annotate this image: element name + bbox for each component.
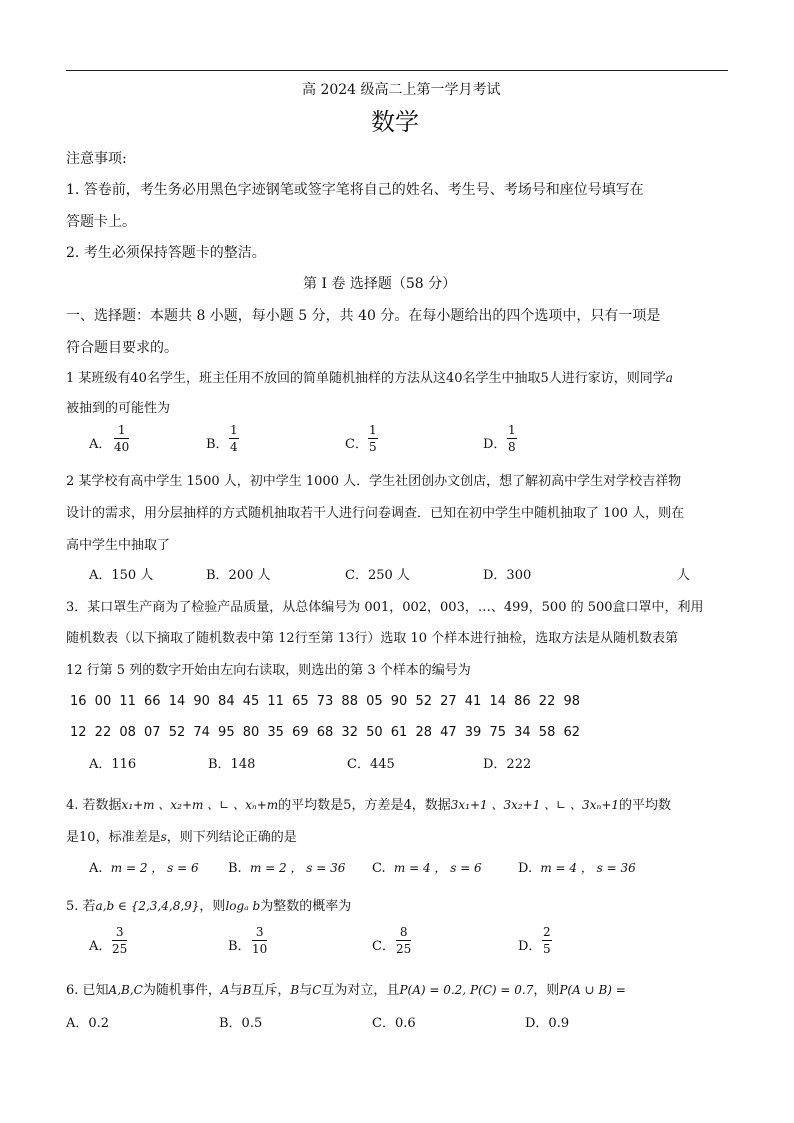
q5-set: a,b ∈ {2,3,4,8,9} [95, 899, 200, 913]
top-rule [66, 70, 728, 71]
q2-option-d-unit: 人 [677, 568, 691, 583]
q1-option-a-label[interactable]: A． [89, 437, 112, 452]
q1-text: 1 某班级有40名学生，班主任用不放回的简单随机抽样的方法从这40名学生中抽取5人进行家访，则同学 [66, 371, 666, 386]
q3-option-c[interactable]: C．445 [347, 757, 395, 772]
q5-option-b-label[interactable]: B． [228, 939, 251, 954]
q6-ask: P(A ∪ B) = [559, 983, 626, 997]
q3-stem-line-2: 随机数表（以下摘取了随机数表中第 12行至第 13行）选取 10 个样本进行抽检，选取方法是从随机数表第 [66, 631, 679, 646]
q2-stem-line-1: 2 某学校有高中学生 1500 人，初中学生 1000 人．学生社团创办文创店，想了解初高中学生对学校吉祥物 [66, 474, 682, 489]
q5-option-a-fraction[interactable]: $\frac{3}{25}$ [112, 925, 128, 956]
q4-data-2: 3x₁+1 、3x₂+1 、∟ 、3xₙ+1 [450, 798, 620, 812]
q1-option-d-label[interactable]: D． [483, 437, 507, 452]
q6-option-b[interactable]: B．0.5 [219, 1016, 263, 1031]
q4-s: s [160, 830, 167, 844]
q4-data-1: x₁+m 、x₂+m 、∟ 、xₙ+m [121, 798, 279, 812]
q4-option-d[interactable]: D. m = 4 ， s = 36 [518, 861, 636, 876]
q2-option-a[interactable]: A．150 人 [89, 568, 154, 583]
q4-text-4: 的平均数 [619, 798, 672, 813]
q4-stem-line-2: 是10，标准差是s，则下列结论正确的是 [66, 830, 297, 845]
q3-random-table-row-13: 12 22 08 07 52 74 95 80 35 69 68 32 50 61 28 47 39 75 34 58 62 [70, 725, 581, 740]
q1-variable: a [665, 371, 673, 385]
q4-option-a[interactable]: A. m = 2 ， s = 6 [89, 861, 199, 876]
q3-stem-line-1: 3．某口罩生产商为了检验产品质量，从总体编号为 001，002，003，…、499，500 的 500盒口罩中，利用 [66, 600, 704, 615]
q1-stem-line-1 [66, 368, 673, 389]
q2-stem-line-2: 设计的需求，用分层抽样的方式随机抽取若干人进行问卷调查．已知在初中学生中随机抽取了 100 人，则在 [66, 506, 685, 521]
section-intro-line-2: 符合题目要求的。 [66, 340, 178, 356]
exam-title: 高 2024 级高二上第一学月考试 [302, 82, 501, 98]
q1-option-c-label[interactable]: C． [345, 437, 368, 452]
q6-option-d[interactable]: D．0.9 [525, 1016, 570, 1031]
section-title: 第 I 卷 选择题（58 分） [303, 276, 457, 292]
q5-option-d-fraction[interactable]: $\frac{2}{5}$ [543, 925, 551, 956]
q5-option-c-label[interactable]: C． [372, 939, 395, 954]
q6-stem: 6. 已知A,B,C为随机事件，A与B互斥，B与C互为对立，且P(A) = 0.2, P(C) = 0.7，则P(A ∪ B) = [66, 983, 626, 998]
q6-option-a[interactable]: A．0.2 [66, 1016, 110, 1031]
q2-option-d[interactable]: D．300 [483, 568, 532, 583]
q1-option-a-fraction[interactable]: $\frac{1}{40}$ [114, 423, 130, 454]
notice-item-1-line-2: 答题卡上。 [66, 214, 136, 230]
q3-stem-line-3: 12 行第 5 列的数字开始由左向右读取，则选出的第 3 个样本的编号为 [66, 663, 471, 678]
q2-option-c[interactable]: C．250 人 [345, 568, 410, 583]
q4-text-3: ，数据 [411, 798, 451, 813]
notice-item-1-line-1: 1. 答卷前，考生务必用黑色字迹钢笔或签字笔将自己的姓名、考生号、考场号和座位号填写在 [66, 182, 644, 198]
q4-mean-1: 5 [343, 798, 352, 813]
q5-option-c-fraction[interactable]: $\frac{8}{25}$ [396, 925, 412, 956]
q6-option-c[interactable]: C．0.6 [372, 1016, 416, 1031]
q1-option-b-fraction[interactable]: $\frac{1}{4}$ [230, 423, 238, 454]
q1-stem-line-2: 被抽到的可能性为 [66, 401, 171, 416]
q2-option-b[interactable]: B．200 人 [206, 568, 271, 583]
q4-prefix: 4. 若数据 [66, 798, 122, 813]
q5-option-a-label[interactable]: A． [89, 939, 112, 954]
q4-stem-line-1 [66, 795, 671, 816]
q4-option-c[interactable]: C. m = 4 ， s = 6 [372, 861, 482, 876]
q5-stem: 5. 若a,b ∈ {2,3,4,8,9}，则logₐ b为整数的概率为 [66, 899, 352, 914]
notice-item-2: 2. 考生必须保持答题卡的整洁。 [66, 245, 266, 261]
q4-variance-1: 4 [403, 798, 412, 813]
q3-option-d[interactable]: D．222 [483, 757, 532, 772]
q6-events: A,B,C [108, 983, 143, 997]
q3-option-b[interactable]: B．148 [208, 757, 256, 772]
q6-condition: P(A) = 0.2, P(C) = 0.7 [399, 983, 534, 997]
subject-title: 数学 [371, 108, 419, 136]
q1-option-d-fraction[interactable]: $\frac{1}{8}$ [508, 423, 516, 454]
q1-option-c-fraction[interactable]: $\frac{1}{5}$ [369, 423, 377, 454]
q5-option-d-label[interactable]: D． [518, 939, 542, 954]
q2-stem-line-3: 高中学生中抽取了 [66, 538, 171, 553]
q5-option-b-fraction[interactable]: $\frac{3}{10}$ [252, 925, 268, 956]
q3-random-table-row-12: 16 00 11 66 14 90 84 45 11 65 73 88 05 90 52 27 41 14 86 22 98 [70, 694, 581, 709]
q4-text-2: ，方差是 [351, 798, 404, 813]
q4-mean-2: 10 [79, 830, 96, 845]
section-intro-line-1: 一、选择题：本题共 8 小题，每小题 5 分，共 40 分。在每小题给出的四个选项中，只有一项是 [66, 308, 661, 324]
notice-heading: 注意事项: [66, 151, 127, 167]
q3-option-a[interactable]: A．116 [89, 757, 137, 772]
q5-log: logₐ b [225, 899, 261, 913]
q4-option-b[interactable]: B. m = 2 ， s = 36 [228, 861, 346, 876]
q1-option-b-label[interactable]: B． [206, 437, 229, 452]
q4-text-1: 的平均数是 [278, 798, 344, 813]
